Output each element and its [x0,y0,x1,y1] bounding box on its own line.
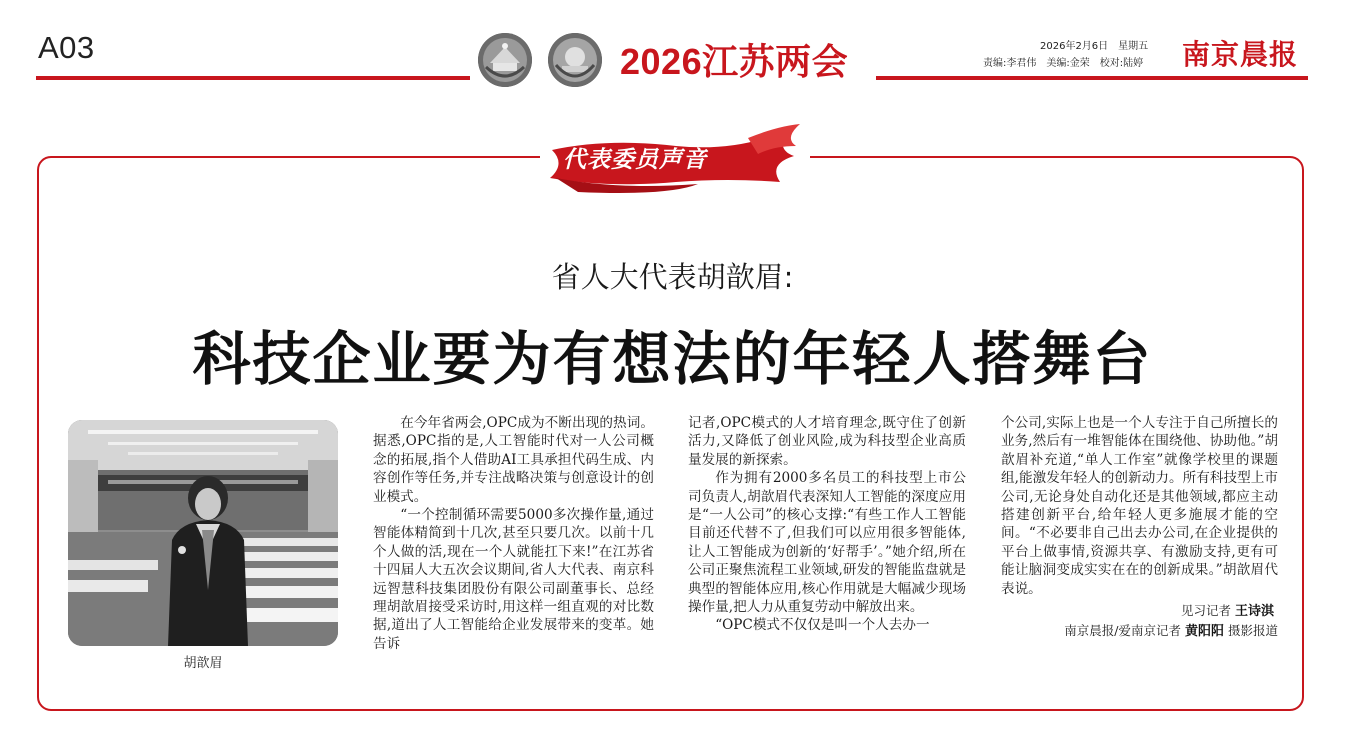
newspaper-masthead: 南京晨报 [1182,38,1299,71]
article-column-1 [373,414,654,653]
byline-role: 见习记者 [1180,603,1231,619]
photographer-byline [1064,622,1278,641]
paragraph: 在今年省两会,OPC成为不断出现的热词。据悉,OPC指的是,人工智能时代对一人公司概念的拓展,指个人借助AI工具承担代码生成、内容创作等任务,并专注战略决策与创意设计的创业模式。 [373,415,654,505]
issue-date: 2026年2月6日 星期五 [1040,41,1149,52]
article-subheadline: 省人大代表胡歆眉: [551,260,794,294]
byline-name: 王诗淇 [1234,604,1274,620]
byline-suffix: 摄影报道 [1227,623,1278,639]
photo-caption: 胡歆眉 [183,656,223,671]
page-number: A03 [38,30,95,65]
paragraph: 个公司,实际上也是一个人专注于自己所擅长的业务,然后有一堆智能体在围绕他、协助他。”胡歆眉补充道,“单人工作室”就像学校里的课题组,能激发年轻人的创新动力。所有科技型上市公司,无论身处自动化还是其他领域,都应主动搭建创新平台,给年轻人更多施展才能的空间。“不必要非自己出去办公司,在企业提供的平台上做事情,资源共享、有激励支持,更有可能让脑洞变成实实在在的创新成果。”胡歆眉代表说。 [1001,415,1278,597]
byline-name: 黄阳阳 [1184,624,1224,640]
national-emblem-icon [478,33,532,87]
paragraph: 记者,OPC模式的人才培育理念,既守住了创新活力,又降低了创业风险,成为科技型企业高质量发展的新探索。 [688,415,966,468]
paragraph: 作为拥有2000多名员工的科技型上市公司负责人,胡歆眉代表深知人工智能的深度应用是“一人公司”的核心支撑:“有些工作人工智能目前还代替不了,但我们可以应用很多智能体,让人工智能成为创新的‘好帮手’。”她介绍,所在公司正聚焦流程工业领域,研发的智能监盘就是典型的智能体应用,核心作用就是大幅减少现场操作量,把人力从重复劳动中解放出来。 [688,470,966,616]
editor-credits: 责编:李君伟 美编:金荣 校对:陆婷 [983,58,1144,69]
reporter-byline [1181,602,1278,621]
byline-role: 南京晨报/爱南京记者 [1064,623,1181,639]
article-column-3 [1001,414,1278,642]
cppcc-emblem-icon [548,33,602,87]
article-headline: 科技企业要为有想法的年轻人搭舞台 [192,325,1153,393]
header-rule-left [36,76,470,80]
paragraph: “OPC模式不仅仅是叫一个人去办一 [715,617,930,634]
paragraph: “一个控制循环需要5000多次操作量,通过智能体精简到十几次,甚至只要几次。以前十几个人做的活,现在一个人就能扛下来!”在江苏省十四届人大五次会议期间,省人大代表、南京科远智慧科技集团股份有限公司副董事长、总经理胡歆眉接受采访时,用这样一组直观的对比数据,道出了人工智能给企业发展带来的变革。她告诉 [373,507,654,652]
header-rule-right [876,76,1308,80]
section-title: 2026江苏两会 [620,41,849,82]
article-column-2 [688,414,966,635]
article-photo [68,420,338,646]
column-banner-label: 代表委员声音 [563,147,707,173]
